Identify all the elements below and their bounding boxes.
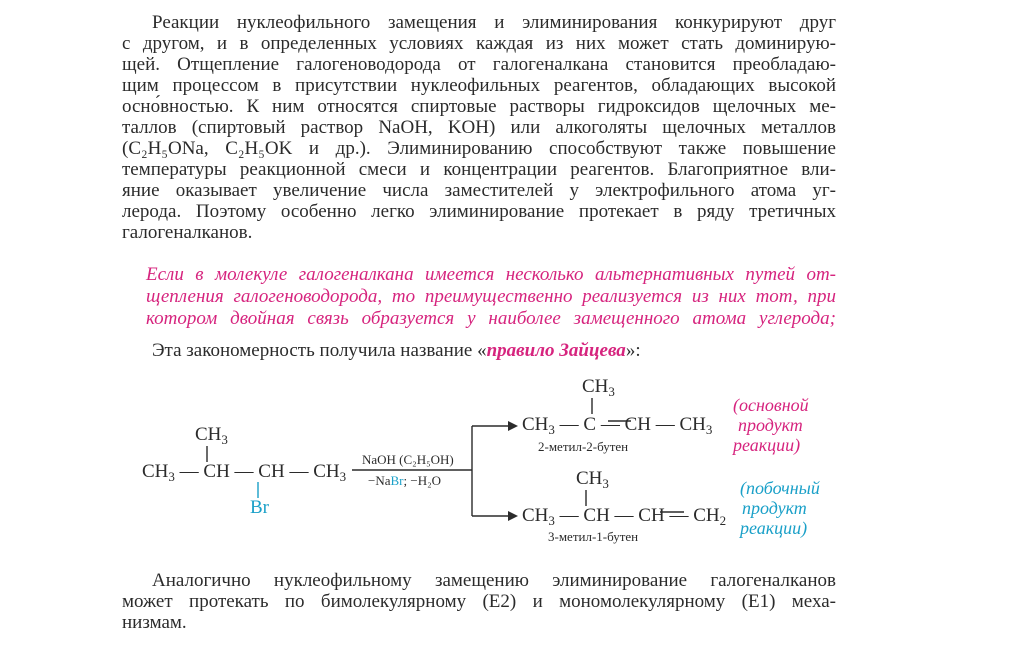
note-main-product bbox=[731, 395, 809, 456]
product2-name: 3-метил-1-бутен bbox=[548, 529, 639, 544]
paragraph-line: Аналогично нуклеофильному замещению элиминирование галогеналканов bbox=[152, 570, 836, 591]
substituent-br: Br bbox=[250, 497, 269, 518]
paragraph-line: низмам. bbox=[122, 612, 187, 633]
note-side-product bbox=[738, 478, 820, 539]
note-main-line: (основной bbox=[733, 395, 809, 415]
reagent-top: NaOH (C₂H₅OH) bbox=[362, 452, 454, 467]
rule-line: Если в молекуле галогеналкана имеется несколько альтернативных путей от- bbox=[146, 264, 836, 285]
paragraph-mechanisms bbox=[122, 570, 836, 633]
note-main-line: реакции) bbox=[733, 435, 801, 455]
paragraph-line: (C₂H₅ONa, C₂H₅OK и др.). Элиминированию способствуют также повышение bbox=[122, 138, 836, 159]
product1-chain: $CH_3$ — C — CH — $CH_3$ bbox=[522, 414, 713, 437]
product1-name: 2-метил-2-бутен bbox=[538, 439, 629, 454]
paragraph-line: может протекать по бимолекулярному (E2) и мономолекулярному (E1) меха- bbox=[122, 591, 836, 612]
note-side-line: реакции) bbox=[740, 518, 808, 538]
rule-line: котором двойная связь образуется у наиболее замещенного атома углерода; bbox=[146, 308, 836, 329]
note-main-line: продукт bbox=[738, 415, 803, 435]
reagent-arrow bbox=[352, 421, 518, 521]
reactant-top-methyl: $CH_3$ bbox=[195, 424, 228, 447]
arrowhead-upper bbox=[508, 421, 518, 431]
paragraph-line: щим процессом в присутствии нуклеофильных реагентов, обладающих высокой bbox=[122, 75, 836, 96]
arrowhead-lower bbox=[508, 511, 518, 521]
reactant-chain: $CH_3$ — CH — CH — $CH_3$ bbox=[142, 461, 347, 484]
product-main-formula bbox=[522, 376, 712, 454]
paragraph-line: Реакции нуклеофильного замещения и элиминирования конкурируют друг bbox=[152, 12, 836, 33]
paragraph-line: осно́вностью. К ним относятся спиртовые растворы гидроксидов щелочных ме- bbox=[122, 96, 836, 117]
paragraph-line: яние оказывает увеличение числа заместителей у электрофильного атома уг- bbox=[122, 180, 836, 201]
reactant-formula bbox=[142, 424, 346, 518]
product-side-formula bbox=[522, 468, 726, 544]
product1-top-methyl: $CH_3$ bbox=[582, 376, 615, 399]
paragraph-line: с другом, и в определенных условиях каждая из них может стать доминирую- bbox=[122, 33, 836, 54]
paragraph-line: лерода. Поэтому особенно легко элиминирование протекает в ряду третичных bbox=[122, 201, 836, 222]
reagent-bottom: −NaBr; −H₂O bbox=[368, 473, 442, 488]
paragraph-line: щей. Отщепление галогеноводорода от галогеналкана становится преобладаю- bbox=[122, 54, 836, 75]
product2-top-methyl: $CH_3$ bbox=[576, 468, 609, 491]
note-side-line: (побочный bbox=[740, 478, 820, 498]
intro-suffix: »: bbox=[625, 340, 641, 361]
note-side-line: продукт bbox=[742, 498, 807, 518]
rule-line: щепления галогеноводорода, то преимущественно реализуется из них тот, при bbox=[146, 286, 836, 307]
rule-name: правило Зайцева bbox=[486, 340, 626, 361]
paragraph-line: температуры реакционной смеси и концентрации реагентов. Благоприятное вли- bbox=[122, 159, 836, 180]
paragraph-line: таллов (спиртовый раствор NaOH, KOH) или алкоголяты щелочных металлов bbox=[122, 117, 836, 138]
product2-chain: $CH_3$ — CH — CH — $CH_2$ bbox=[522, 505, 727, 528]
paragraph-line: галогеналканов. bbox=[122, 222, 253, 243]
intro-prefix: Эта закономерность получила название « bbox=[152, 340, 487, 361]
